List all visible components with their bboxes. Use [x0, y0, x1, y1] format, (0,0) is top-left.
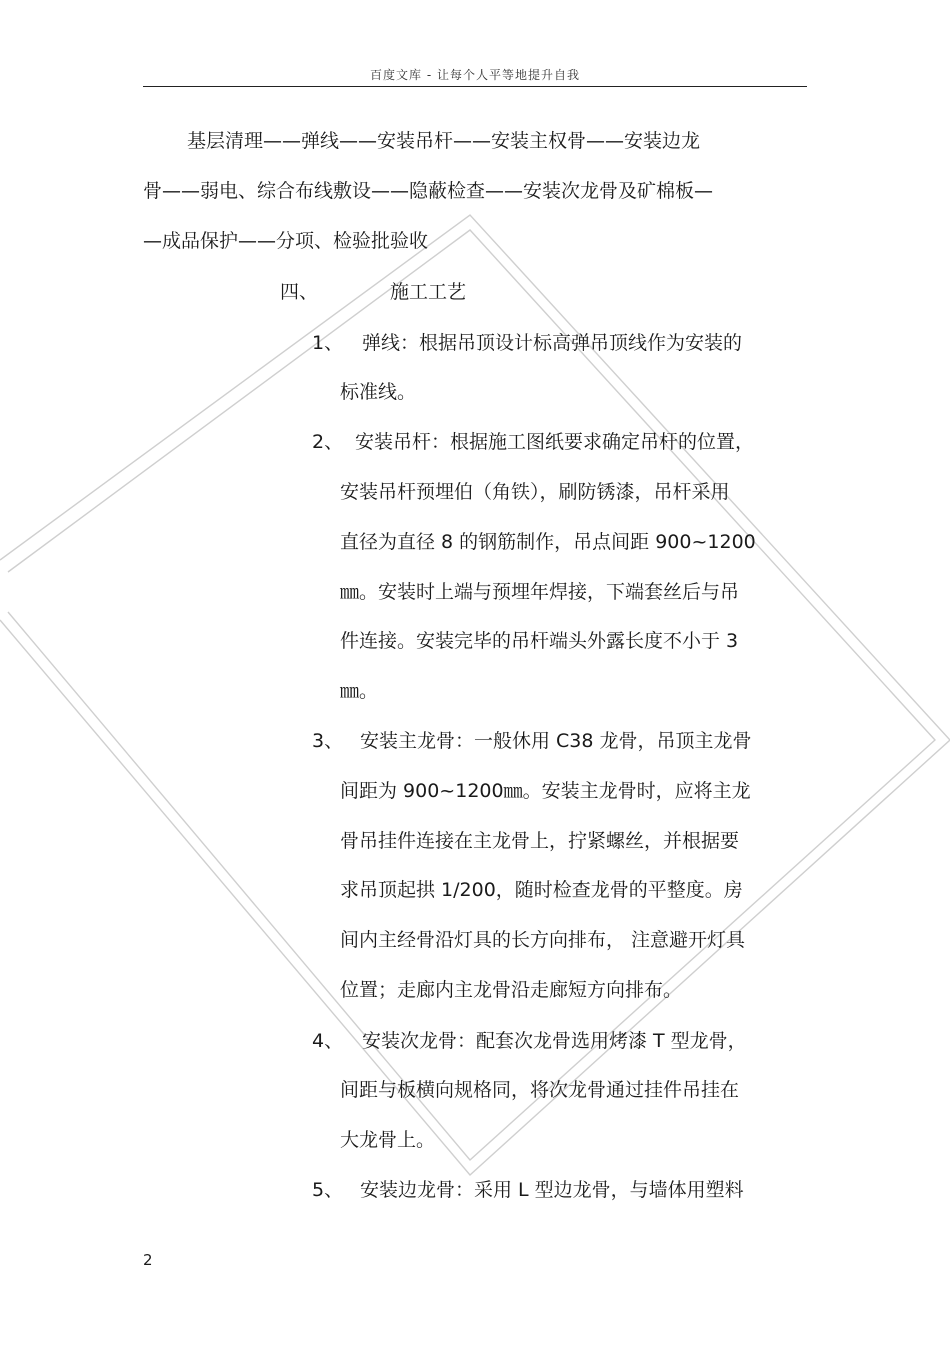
step-text: 间距与板横向规格同，将次龙骨通过挂件吊挂在: [340, 1079, 740, 1101]
step-text: 弹线：根据吊顶设计标高弹吊顶线作为安装的: [362, 332, 743, 354]
step-text: 标准线。: [340, 381, 417, 403]
step-text: 间距为 900~1200㎜。安装主龙骨时，应将主龙: [340, 780, 751, 802]
step-number: 5、: [312, 1179, 344, 1201]
step-text: 直径为直径 8 的钢筋制作，吊点间距 900~1200: [340, 531, 756, 553]
flow-line-1: 基层清理——弹线——安装吊杆——安装主权骨——安装边龙: [187, 130, 701, 152]
page-number: 2: [143, 1251, 153, 1269]
section-number: 四、: [280, 281, 319, 303]
step-text: 安装吊杆预埋伯（角铁），刷防锈漆，吊杆采用: [340, 481, 730, 503]
flow-line-3: —成品保护——分项、检验批验收: [143, 230, 429, 252]
step-text: 求吊顶起拱 1/200，随时检查龙骨的平整度。房: [340, 879, 743, 901]
flow-line-2: 骨——弱电、综合布线敷设——隐蔽检查——安装次龙骨及矿棉板—: [143, 180, 714, 202]
step-text: 安装吊杆：根据施工图纸要求确定吊杆的位置，: [355, 431, 755, 453]
step-text: 骨吊挂件连接在主龙骨上，拧紧螺丝，并根据要: [340, 830, 740, 852]
step-number: 2、: [312, 431, 344, 453]
section-title: 施工工艺: [390, 281, 467, 303]
step-text: 安装主龙骨：一般休用 C38 龙骨，吊顶主龙骨: [360, 730, 752, 752]
step-text: 大龙骨上。: [340, 1129, 436, 1151]
step-text: 安装边龙骨：采用 L 型边龙骨，与墙体用塑料: [360, 1179, 744, 1201]
step-number: 1、: [312, 332, 344, 354]
step-text: 件连接。安装完毕的吊杆端头外露长度不小于 3: [340, 630, 739, 652]
step-text: ㎜。安装时上端与预埋年焊接，下端套丝后与吊: [340, 581, 740, 603]
step-text: 位置；走廊内主龙骨沿走廊短方向排布。: [340, 979, 683, 1001]
step-text: ㎜。: [340, 680, 379, 702]
step-text: 安装次龙骨：配套次龙骨选用烤漆 T 型龙骨，: [362, 1030, 747, 1052]
header-rule: [143, 86, 807, 87]
step-number: 4、: [312, 1030, 344, 1052]
page-header: 百度文库 - 让每个人平等地提升自我: [370, 68, 580, 82]
step-text: 间内主经骨沿灯具的长方向排布， 注意避开灯具: [340, 929, 746, 951]
step-number: 3、: [312, 730, 344, 752]
